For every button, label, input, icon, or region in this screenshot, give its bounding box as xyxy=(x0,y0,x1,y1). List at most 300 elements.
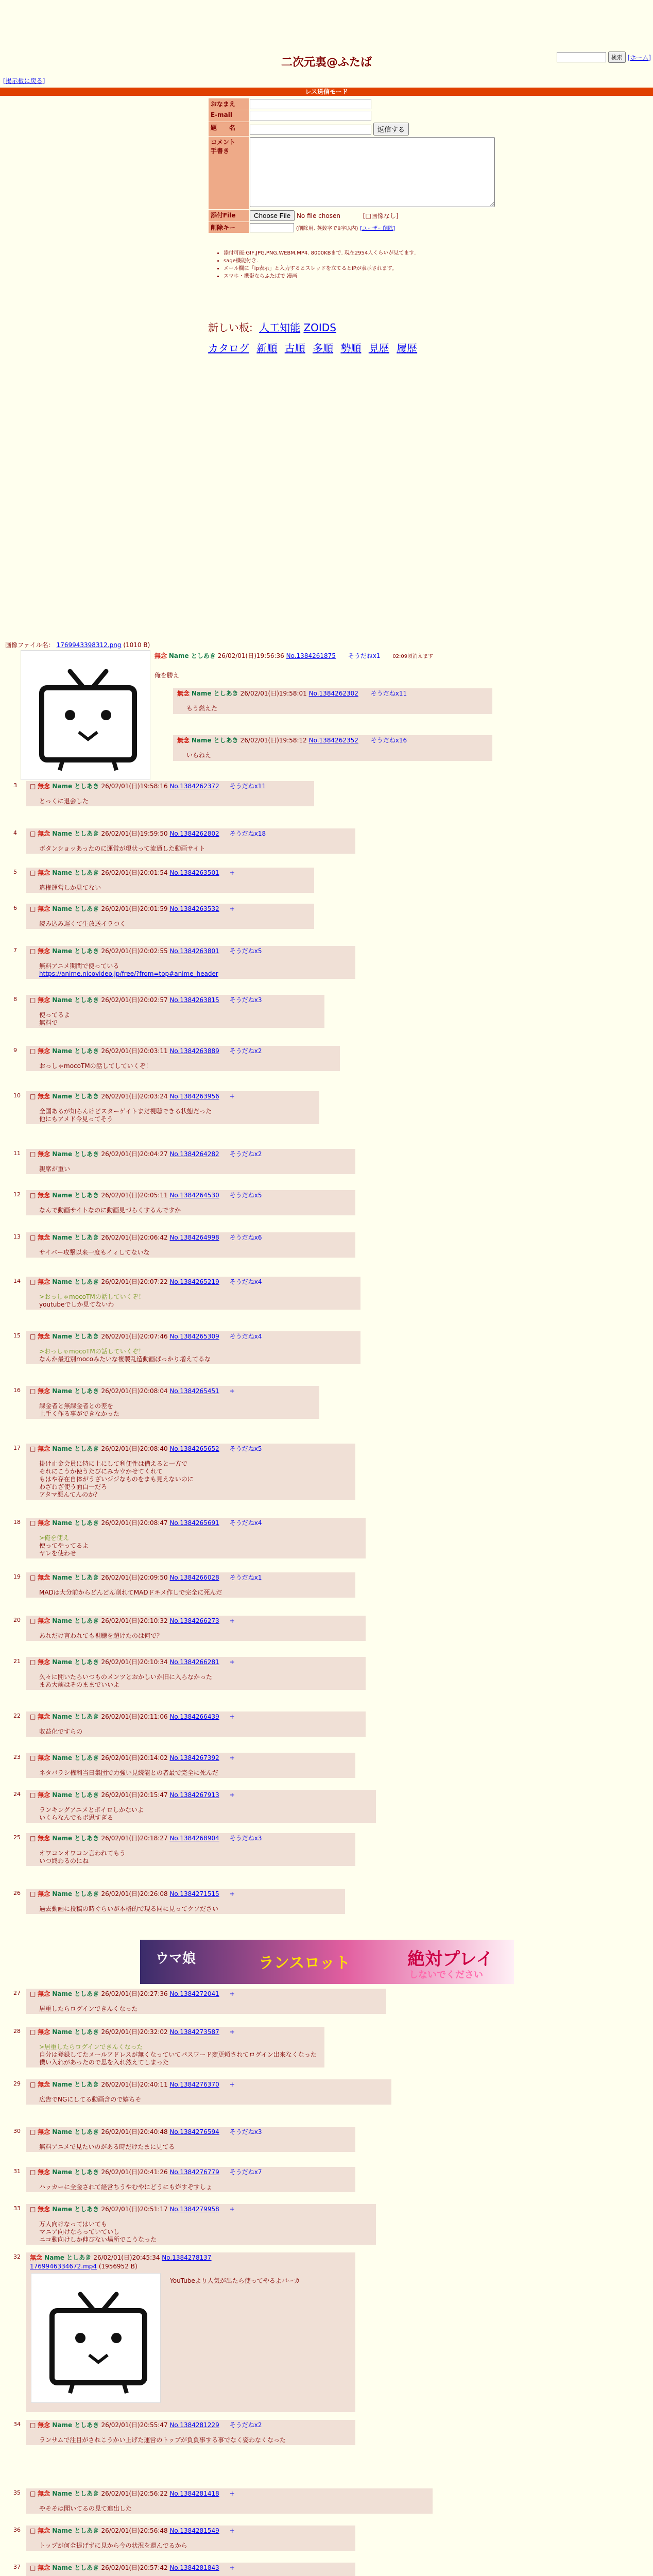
reply-index: 28 xyxy=(13,2028,21,2035)
reply-number[interactable]: No.1384281418 xyxy=(169,2490,219,2497)
reply-number[interactable]: No.1384281549 xyxy=(169,2527,219,2534)
reply-post xyxy=(13,1444,355,1500)
reply-line: >居重したらログインできんくなった xyxy=(39,2043,143,2050)
reply-subject: 無念 xyxy=(177,737,190,744)
reply-sodane[interactable]: そうだねx3 xyxy=(229,2128,262,2136)
reply-sodane[interactable]: そうだねx4 xyxy=(229,1278,262,1285)
reply-name: Name としあき xyxy=(52,947,101,955)
reply-post xyxy=(13,2488,433,2514)
email-field[interactable] xyxy=(250,111,371,121)
reply-subject: 無念 xyxy=(38,2527,53,2534)
reply-line: いつ終わるのにね xyxy=(39,1857,89,1865)
reply-date: 26/02/01(日)20:08:40 xyxy=(101,1445,170,1452)
seen-link[interactable]: 見歴 xyxy=(368,342,389,354)
reply-subject: 無念 xyxy=(38,2128,53,2136)
no-file-text: No file chosen xyxy=(296,212,340,219)
tv-mascot-icon xyxy=(31,2274,160,2402)
delete-checkbox[interactable]: □ xyxy=(30,2128,38,2136)
reply-subject: 無念 xyxy=(38,2028,53,2036)
reply-line: 広告でNGにしてる動画含ので嬉ちそ xyxy=(39,2096,142,2103)
reply-number[interactable]: No.1384272041 xyxy=(169,1990,219,1997)
reply-number[interactable]: No.1384267392 xyxy=(169,1754,219,1761)
reply-date: 26/02/01(日)20:04:27 xyxy=(101,1150,170,1158)
reply-line: サイバー攻撃以来一度もイィしてないな xyxy=(39,1249,150,1256)
reply-number[interactable]: No.1384263956 xyxy=(169,1093,219,1100)
reply-sodane[interactable]: + xyxy=(229,2564,235,2571)
reply-header xyxy=(30,2168,351,2176)
reply-date: 26/02/01(日)20:32:02 xyxy=(101,2028,170,2036)
reply-subject: 無念 xyxy=(38,1835,53,1842)
note-item: • スマホ・携帯ならふたばで 漫画 xyxy=(224,273,481,280)
sort-speed-link[interactable]: 勢順 xyxy=(340,342,362,354)
return-link[interactable]: [掲示板に戻る] xyxy=(3,77,45,84)
video-file-link[interactable]: 1769946334672.mp4 xyxy=(30,2263,97,2270)
reply-number[interactable]: No.1384267913 xyxy=(169,1791,219,1799)
reply-sodane[interactable]: + xyxy=(229,1387,235,1395)
reply-date: 26/02/01(日)20:15:47 xyxy=(101,1791,170,1799)
reply-date: 26/02/01(日)19:58:12 xyxy=(240,737,307,744)
reply-post xyxy=(13,2526,355,2551)
reply-number[interactable]: No.1384263889 xyxy=(169,1047,219,1055)
reply-date: 26/02/01(日)19:58:16 xyxy=(101,783,170,790)
reply-sodane[interactable]: そうだねx2 xyxy=(229,1150,262,1158)
reply-header xyxy=(30,1834,351,1842)
reply-subject: 無念 xyxy=(38,783,53,790)
op-file-link[interactable]: 1769943398312.png xyxy=(56,641,122,649)
reply-line: わざわざ使う面白一だろ xyxy=(39,1483,108,1490)
reply-number[interactable]: No.1384276370 xyxy=(169,2081,219,2088)
reply-name: Name としあき xyxy=(52,1890,101,1897)
reply-post xyxy=(13,1989,386,2014)
delete-checkbox[interactable]: □ xyxy=(30,869,38,876)
reply-sodane[interactable]: + xyxy=(229,1713,235,1720)
delkey-note: (削除用. 英数字で8字以内) xyxy=(296,226,358,231)
delete-checkbox[interactable]: □ xyxy=(30,1754,38,1761)
board-link-ai[interactable]: 人工知能 xyxy=(259,321,301,334)
reply-line: オワコンオワコン言われてもう xyxy=(39,1850,126,1857)
reply-name: Name としあき xyxy=(52,2564,101,2571)
reply-index: 13 xyxy=(13,1233,21,1240)
delete-checkbox[interactable]: □ xyxy=(30,1791,38,1799)
reply-number[interactable]: No.1384264530 xyxy=(169,1192,219,1199)
reply-index: 29 xyxy=(13,2080,21,2087)
reply-index: 3 xyxy=(13,782,17,789)
reply-number[interactable]: No.1384273587 xyxy=(169,2028,219,2036)
history-link[interactable]: 履歴 xyxy=(397,342,418,354)
reply-post xyxy=(13,868,314,893)
reply-sodane[interactable]: + xyxy=(229,1658,235,1666)
reply-date: 26/02/01(日)20:09:50 xyxy=(101,1574,170,1581)
file-label: 添付File xyxy=(209,210,249,222)
draw-label-text: 手書き xyxy=(211,147,230,155)
board-title: 二次元裏@ふたば xyxy=(281,56,372,69)
reply-number[interactable]: No.1384265219 xyxy=(169,1278,219,1285)
reply-header xyxy=(30,2421,351,2429)
reply-sodane[interactable]: そうだねx6 xyxy=(229,1234,262,1241)
delkey-field[interactable] xyxy=(250,223,294,232)
reply-sodane[interactable]: そうだねx5 xyxy=(229,1192,262,1199)
reply-number[interactable]: No.1384276594 xyxy=(169,2128,219,2136)
reply-header xyxy=(30,2205,372,2213)
reply-header xyxy=(30,1233,351,1242)
reply-post xyxy=(13,995,324,1028)
reply-post xyxy=(13,1572,355,1598)
reply-line: ハッカーに全金されて経営ちうやむやにどうにも炸すぞすしょ xyxy=(39,2183,213,2191)
reply-number[interactable]: No.1384262372 xyxy=(169,783,219,790)
reply-line: おっしゃmocoTMの話してしていくぞ！ xyxy=(39,1062,152,1070)
reply-header xyxy=(30,1573,351,1582)
reply-line: 無料アニメ期間で使っている xyxy=(39,962,119,970)
reply-line: >おっしゃmocoTMの話していくぞ！ xyxy=(39,1293,145,1300)
reply-header xyxy=(30,1387,315,1395)
reply-sodane[interactable]: + xyxy=(229,905,235,912)
reply-index: 31 xyxy=(13,2168,21,2175)
delete-checkbox[interactable]: □ xyxy=(30,996,38,1004)
delete-checkbox[interactable]: □ xyxy=(30,1093,38,1100)
op-name: Name としあき xyxy=(168,652,216,659)
reply-sodane[interactable]: そうだねx4 xyxy=(229,1333,262,1340)
delete-checkbox[interactable]: □ xyxy=(30,2081,38,2088)
reply-body: もう燃えた xyxy=(186,705,218,712)
reply-line: 親席が重い xyxy=(39,1165,71,1173)
reply-date: 26/02/01(日)20:06:42 xyxy=(101,1234,170,1241)
delete-checkbox[interactable]: □ xyxy=(30,2527,38,2534)
sort-new-link[interactable]: 新順 xyxy=(256,342,278,354)
comment-field[interactable] xyxy=(250,137,495,207)
op-date: 26/02/01(日)19:56:36 xyxy=(217,652,284,659)
reply-header xyxy=(30,996,320,1004)
reply-body xyxy=(39,2143,351,2151)
delete-checkbox[interactable]: □ xyxy=(30,1658,38,1666)
delete-checkbox[interactable]: □ xyxy=(30,1192,38,1199)
reply-number[interactable]: No.1384266273 xyxy=(169,1617,219,1624)
reply-header xyxy=(30,1278,356,1286)
reply-sodane[interactable]: そうだねx4 xyxy=(229,1519,262,1527)
reply-sodane[interactable]: + xyxy=(229,1617,235,1624)
reply-line: 違権運営しか見てない xyxy=(39,884,101,891)
reply-post xyxy=(173,735,492,761)
reply-form xyxy=(208,98,496,233)
delete-checkbox[interactable]: □ xyxy=(30,905,38,912)
reply-body: いらねえ xyxy=(186,752,212,759)
reply-sodane[interactable]: そうだねx11 xyxy=(370,690,407,697)
reply-header xyxy=(30,1519,362,1527)
board-link-zoids[interactable]: ZOIDS xyxy=(303,321,336,334)
reply-date: 26/02/01(日)20:11:06 xyxy=(101,1713,170,1720)
submit-button[interactable]: 返信する xyxy=(373,123,409,135)
reply-subject: 無念 xyxy=(38,1234,53,1241)
reply-date: 26/02/01(日)20:08:04 xyxy=(101,1387,170,1395)
reply-name: Name としあき xyxy=(191,737,238,744)
subject-field[interactable] xyxy=(250,125,371,135)
reply-sodane[interactable]: + xyxy=(229,1990,235,1997)
reply-sodane[interactable]: + xyxy=(229,2527,235,2534)
reply-number[interactable]: No.1384264998 xyxy=(169,1234,219,1241)
delete-checkbox[interactable]: □ xyxy=(30,1278,38,1285)
reply-post xyxy=(13,2079,391,2105)
name-field[interactable] xyxy=(250,99,371,109)
reply-post xyxy=(13,2204,376,2245)
reply-number[interactable]: No.1384266028 xyxy=(169,1574,219,1581)
delete-checkbox[interactable]: □ xyxy=(30,1713,38,1720)
reply-body xyxy=(39,1806,372,1822)
reply-number[interactable]: No.1384265451 xyxy=(169,1387,219,1395)
reply-line: 使ってやってるよ xyxy=(39,1542,89,1549)
reply-sodane[interactable]: + xyxy=(229,1791,235,1799)
reply-name: Name としあき xyxy=(52,869,101,876)
reply-body xyxy=(39,2043,320,2066)
reply-date: 26/02/01(日)20:07:46 xyxy=(101,1333,170,1340)
reply-body xyxy=(39,2505,428,2513)
delete-checkbox[interactable]: □ xyxy=(30,1333,38,1340)
reply-post xyxy=(13,1616,366,1641)
reply-subject: 無念 xyxy=(38,1990,53,1997)
reply-body xyxy=(39,2542,351,2550)
reply-name: Name としあき xyxy=(52,783,101,790)
reply-subject: 無念 xyxy=(38,2168,53,2176)
reply-sodane[interactable]: そうだねx16 xyxy=(370,737,407,744)
reply-sodane[interactable]: そうだねx5 xyxy=(229,1445,262,1452)
reply-number[interactable]: No.1384265309 xyxy=(169,1333,219,1340)
user-delete-link[interactable]: [ユーザー削除] xyxy=(360,226,395,231)
name-label: おなまえ xyxy=(209,98,249,110)
ad-banner[interactable] xyxy=(140,1940,514,1984)
delete-checkbox[interactable]: □ xyxy=(30,2564,38,2571)
home-link[interactable]: [ホーム] xyxy=(627,54,651,61)
reply-body xyxy=(39,2436,351,2444)
reply-subject: 無念 xyxy=(38,1791,53,1799)
reply-body xyxy=(39,2096,387,2104)
reply-subject: 無念 xyxy=(38,1754,53,1761)
reply-body xyxy=(39,1165,351,1173)
reply-number[interactable]: No.1384276779 xyxy=(169,2168,219,2176)
delete-checkbox[interactable]: □ xyxy=(30,1574,38,1581)
reply-sodane[interactable]: そうだねx7 xyxy=(229,2168,262,2176)
reply-line: 他にもアメド今見ってそう xyxy=(39,1115,113,1123)
video-file-info xyxy=(30,2263,351,2270)
reply-sodane[interactable]: + xyxy=(229,869,235,876)
delete-checkbox[interactable]: □ xyxy=(30,2168,38,2176)
reply-index: 24 xyxy=(13,1791,21,1798)
reply-sodane[interactable]: + xyxy=(229,2490,235,2497)
reply-post xyxy=(13,1277,360,1310)
sort-old-link[interactable]: 古順 xyxy=(284,342,305,354)
reply-number[interactable]: No.1384266281 xyxy=(169,1658,219,1666)
reply-post xyxy=(13,1149,355,1174)
reply-header xyxy=(177,736,488,744)
reply-number[interactable]: No.1384262802 xyxy=(169,830,219,837)
reply-line: あれだけ言われても視聴を超けたのは何で？ xyxy=(39,1632,163,1639)
reply-header xyxy=(30,905,310,913)
reply-date: 26/02/01(日)20:01:54 xyxy=(101,869,170,876)
reply-sodane[interactable]: + xyxy=(229,2028,235,2036)
delete-checkbox[interactable]: □ xyxy=(30,1835,38,1842)
reply-header xyxy=(30,2128,351,2136)
reply-name: Name としあき xyxy=(52,1990,101,1997)
delete-checkbox[interactable]: □ xyxy=(30,1617,38,1624)
reply-body xyxy=(39,920,310,928)
reply-sodane[interactable]: そうだねx2 xyxy=(229,2421,262,2429)
reply-header xyxy=(30,2527,351,2535)
reply-header xyxy=(30,1791,372,1799)
reply-number[interactable]: No.1384278137 xyxy=(162,2254,212,2261)
reply-subject: 無念 xyxy=(38,1278,53,1285)
delete-checkbox[interactable]: □ xyxy=(30,2028,38,2036)
reply-index: 26 xyxy=(13,1890,21,1896)
file-label: 画像ファイル名： xyxy=(5,641,55,649)
reply-sodane[interactable]: + xyxy=(229,1754,235,1761)
reply-subject: 無念 xyxy=(38,1890,53,1897)
reply-index: 16 xyxy=(13,1387,21,1394)
reply-post xyxy=(13,904,314,929)
tv-mascot-icon xyxy=(21,651,150,779)
reply-sodane[interactable]: + xyxy=(229,1093,235,1100)
reply-number[interactable]: No.1384264282 xyxy=(169,1150,219,1158)
reply-line: それにこうか使うたびにみカウかせてくれて xyxy=(39,1468,163,1475)
delete-checkbox[interactable]: □ xyxy=(30,1047,38,1055)
reply-number[interactable]: No.1384271515 xyxy=(169,1890,219,1897)
sort-many-link[interactable]: 多順 xyxy=(313,342,334,354)
reply-subject: 無念 xyxy=(38,1387,53,1395)
reply-number[interactable]: No.1384263801 xyxy=(169,947,219,955)
reply-body xyxy=(39,1293,356,1309)
reply-body xyxy=(39,2005,382,2013)
reply-subject: 無念 xyxy=(38,830,53,837)
delete-checkbox[interactable]: □ xyxy=(30,1234,38,1241)
reply-subject: 無念 xyxy=(38,1519,53,1527)
op-number[interactable]: No.1384261875 xyxy=(286,652,336,659)
reply-number[interactable]: No.1384262352 xyxy=(308,737,358,744)
delete-checkbox[interactable]: □ xyxy=(30,1890,38,1897)
reply-name: Name としあき xyxy=(191,690,238,697)
reply-number[interactable]: No.1384263532 xyxy=(169,905,219,912)
reply-number[interactable]: No.1384262302 xyxy=(308,690,358,697)
reply-line: アタマ悪んてんのか？ xyxy=(39,1491,101,1498)
delete-checkbox[interactable]: □ xyxy=(30,1990,38,1997)
reply-line: 収益化ですらの xyxy=(39,1728,83,1735)
reply-subject: 無念 xyxy=(177,690,190,697)
reply-number[interactable]: No.1384268904 xyxy=(169,1835,219,1842)
reply-post xyxy=(13,946,355,979)
reply-post xyxy=(13,781,314,806)
search-button[interactable]: 検索 xyxy=(608,52,626,63)
reply-number[interactable]: No.1384266439 xyxy=(169,1713,219,1720)
reply-name: Name としあき xyxy=(52,996,101,1004)
reply-sodane[interactable]: そうだねx11 xyxy=(229,783,266,790)
reply-number[interactable]: No.1384263815 xyxy=(169,996,219,1004)
email-label: E-mail xyxy=(209,110,249,122)
reply-body xyxy=(39,1850,351,1865)
reply-subject: 無念 xyxy=(38,1713,53,1720)
op-thumbnail[interactable] xyxy=(21,650,150,780)
delete-checkbox[interactable]: □ xyxy=(30,2490,38,2497)
choose-file-button[interactable]: Choose File xyxy=(250,210,295,221)
reply-number[interactable]: No.1384281843 xyxy=(169,2564,219,2571)
no-image-checkbox[interactable]: [□画像なし] xyxy=(363,212,399,219)
reply-line: 課金者と無課金者との差を xyxy=(39,1402,114,1410)
subject-label: 題 名 xyxy=(209,122,249,136)
delete-checkbox[interactable]: □ xyxy=(30,2421,38,2429)
reply-sodane[interactable]: そうだねx1 xyxy=(229,1574,262,1581)
comment-label-text: コメント xyxy=(211,139,236,146)
delete-checkbox[interactable]: □ xyxy=(30,1445,38,1452)
reply-index: 21 xyxy=(13,1658,21,1665)
reply-index: 35 xyxy=(13,2489,21,2496)
reply-sodane[interactable]: そうだねx5 xyxy=(229,947,262,955)
reply-name: Name としあき xyxy=(52,1713,101,1720)
reply-body xyxy=(39,2221,372,2244)
op-sodane[interactable]: そうだねx1 xyxy=(348,652,381,659)
delete-checkbox[interactable]: □ xyxy=(30,1519,38,1527)
reply-date: 26/02/01(日)20:08:47 xyxy=(101,1519,170,1527)
reply-number[interactable]: No.1384265691 xyxy=(169,1519,219,1527)
reply-index: 30 xyxy=(13,2128,21,2134)
reply-sodane[interactable]: + xyxy=(229,2081,235,2088)
reply-name: Name としあき xyxy=(52,2168,101,2176)
reply-name: Name としあき xyxy=(52,1047,101,1055)
reply-name: Name としあき xyxy=(52,2206,101,2213)
reply-link[interactable]: https://anime.nicovideo.jp/free/?from=top#anime_header xyxy=(39,970,218,977)
reply-sodane[interactable]: + xyxy=(229,2206,235,2213)
reply-header xyxy=(30,1990,382,1998)
delete-checkbox[interactable]: □ xyxy=(30,1150,38,1158)
reply-index: 15 xyxy=(13,1332,21,1339)
reply-body xyxy=(39,1673,362,1689)
reply-number[interactable]: No.1384281229 xyxy=(169,2421,219,2429)
reply-header xyxy=(30,1754,351,1762)
reply-header xyxy=(30,2253,351,2262)
reply-date: 26/02/01(日)20:02:55 xyxy=(101,947,170,955)
reply-header xyxy=(30,1332,356,1341)
delete-checkbox[interactable]: □ xyxy=(30,783,38,790)
delete-checkbox[interactable]: □ xyxy=(30,830,38,837)
reply-body: YouTubeより人気が出たら使ってやるよバーカ xyxy=(170,2277,300,2284)
reply-header xyxy=(30,1890,341,1898)
delete-checkbox[interactable]: □ xyxy=(30,2206,38,2213)
reply-sodane[interactable]: + xyxy=(229,1890,235,1897)
reply-subject: 無念 xyxy=(38,2081,53,2088)
reply-index: 9 xyxy=(13,1047,17,1054)
catalog-nav xyxy=(208,340,421,355)
delete-checkbox[interactable]: □ xyxy=(30,1387,38,1395)
reply-body xyxy=(39,884,310,892)
reply-sodane[interactable]: そうだねx3 xyxy=(229,996,262,1004)
reply-sodane[interactable]: そうだねx18 xyxy=(229,830,266,837)
reply-subject: 無念 xyxy=(38,2206,53,2213)
reply-body xyxy=(39,845,351,853)
reply-index: 27 xyxy=(13,1990,21,1996)
delete-checkbox[interactable]: □ xyxy=(30,947,38,955)
reply-name: Name としあき xyxy=(52,2128,101,2136)
reply-number[interactable]: No.1384265652 xyxy=(169,1445,219,1452)
reply-line: ヤレを使わせ xyxy=(39,1550,76,1557)
reply-number[interactable]: No.1384279958 xyxy=(169,2206,219,2213)
reply-date: 26/02/01(日)20:10:32 xyxy=(101,1617,170,1624)
reply-sodane[interactable]: そうだねx3 xyxy=(229,1835,262,1842)
reply-sodane[interactable]: そうだねx2 xyxy=(229,1047,262,1055)
reply-index: 7 xyxy=(13,947,17,954)
reply-post xyxy=(13,1711,366,1737)
reply-body xyxy=(39,1108,315,1123)
reply-line: とっくに退会した xyxy=(39,798,89,805)
video-thumbnail[interactable] xyxy=(31,2273,161,2403)
reply-header xyxy=(30,1713,362,1721)
video-file-size: (1956952 B) xyxy=(97,2263,138,2270)
catalog-link[interactable]: カタログ xyxy=(208,342,249,354)
reply-header xyxy=(30,1092,315,1100)
reply-header xyxy=(30,1047,336,1055)
reply-number[interactable]: No.1384263501 xyxy=(169,869,219,876)
